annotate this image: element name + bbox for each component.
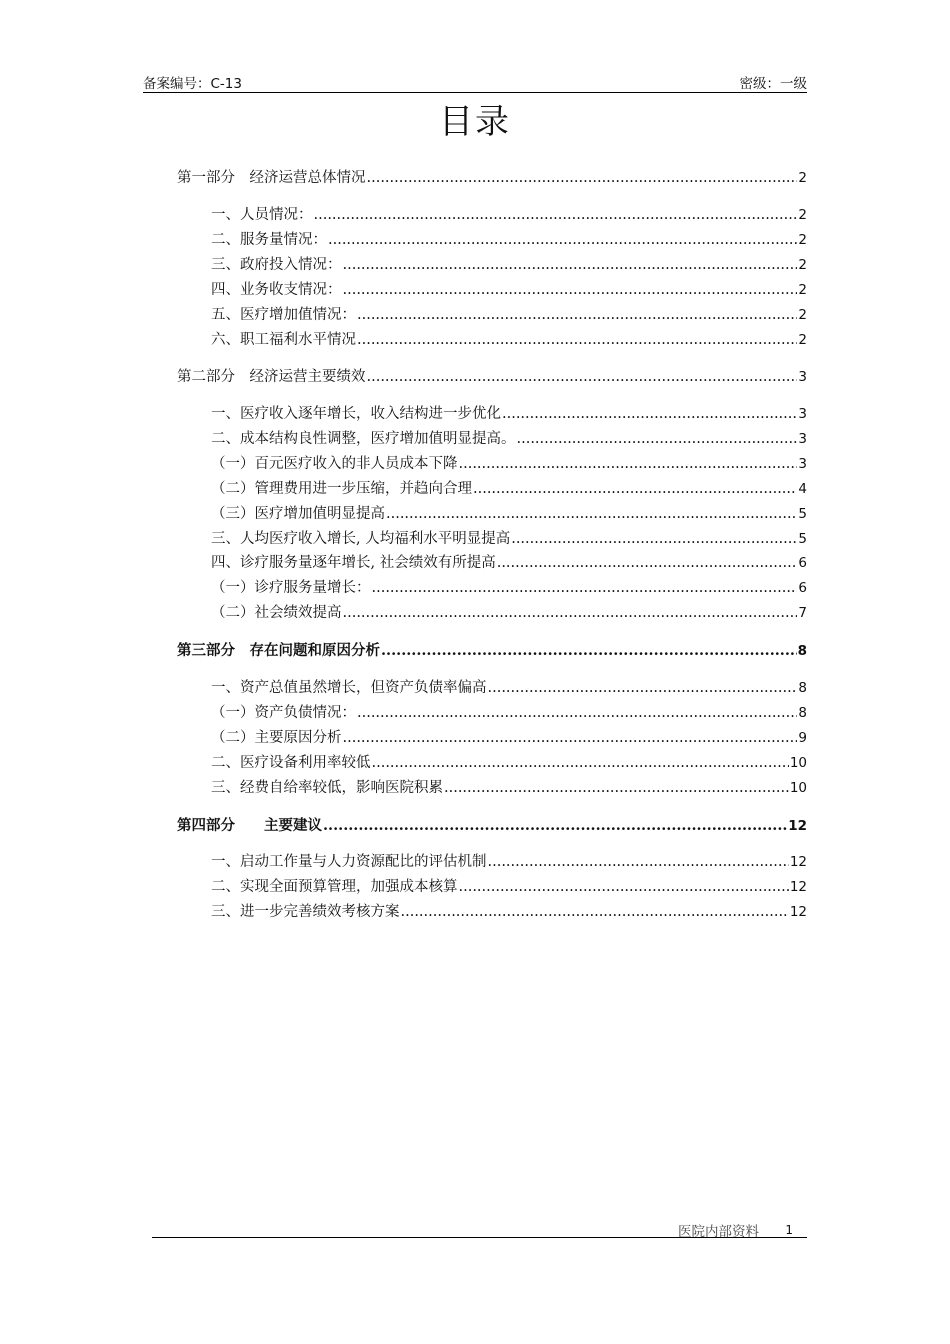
toc-entry[interactable] xyxy=(211,502,807,524)
toc-entry-title: 第三部分 存在问题和原因分析 xyxy=(177,642,380,659)
toc-dot-leader xyxy=(459,879,789,895)
toc-entry-title: （一）诊疗服务量增长： xyxy=(211,580,371,596)
security-level: 密级：一级 xyxy=(739,76,807,92)
toc-entry-page: 3 xyxy=(798,369,807,385)
toc-entry[interactable] xyxy=(211,203,807,225)
toc-dot-leader xyxy=(357,705,797,721)
toc-entry[interactable] xyxy=(211,576,807,598)
toc-entry-page: 5 xyxy=(798,531,807,547)
toc-entry-page: 12 xyxy=(789,854,807,870)
toc-dot-leader xyxy=(488,854,789,870)
toc-entry-page: 6 xyxy=(798,555,807,571)
toc-entry-title: 一、医疗收入逐年增长，收入结构进一步优化 xyxy=(211,406,501,422)
toc-dot-leader xyxy=(357,332,797,348)
toc-entry[interactable] xyxy=(211,427,807,449)
toc-entry-title: 第二部分 经济运营主要绩效 xyxy=(177,369,366,385)
toc-entry-page: 2 xyxy=(798,332,807,348)
toc-entry[interactable] xyxy=(211,328,807,350)
toc-entry-page: 8 xyxy=(798,680,807,696)
toc-dot-leader xyxy=(386,506,797,522)
page-footer xyxy=(152,1223,807,1238)
toc-entry[interactable] xyxy=(177,639,807,661)
toc-dot-leader xyxy=(367,170,798,186)
toc-entry[interactable] xyxy=(211,726,807,748)
footer-note: 医院内部资料 xyxy=(678,1224,759,1240)
toc-entry-title: 二、实现全面预算管理，加强成本核算 xyxy=(211,879,458,895)
toc-dot-leader xyxy=(343,282,798,298)
toc-entry-page: 3 xyxy=(798,456,807,472)
toc-entry-title: （二）社会绩效提高 xyxy=(211,605,342,621)
toc-entry-title: （一）百元医疗收入的非人员成本下降 xyxy=(211,456,458,472)
toc-entry-page: 2 xyxy=(798,282,807,298)
toc-entry[interactable] xyxy=(211,477,807,499)
toc-entry[interactable] xyxy=(211,527,807,549)
toc-dot-leader xyxy=(314,207,798,223)
toc-entry-title: （二）主要原因分析 xyxy=(211,730,342,746)
record-number: 备案编号：C-13 xyxy=(143,76,242,92)
page-number: 1 xyxy=(785,1223,793,1237)
toc-dot-leader xyxy=(343,257,798,273)
toc-dot-leader xyxy=(444,780,789,796)
toc-entry-title: 三、政府投入情况： xyxy=(211,257,342,273)
toc-dot-leader xyxy=(517,431,798,447)
toc-entry[interactable] xyxy=(211,751,807,773)
toc-entry[interactable] xyxy=(211,875,807,897)
toc-entry[interactable] xyxy=(211,776,807,798)
toc-dot-leader xyxy=(367,369,798,385)
toc-entry-page: 6 xyxy=(798,580,807,596)
toc-dot-leader xyxy=(357,307,797,323)
toc-entry-page: 8 xyxy=(798,705,807,721)
toc-dot-leader xyxy=(511,531,797,547)
toc-entry-page: 3 xyxy=(798,431,807,447)
toc-entry-title: 一、资产总值虽然增长，但资产负债率偏高 xyxy=(211,680,487,696)
toc-entry-page: 2 xyxy=(798,307,807,323)
toc-entry-title: （一）资产负债情况： xyxy=(211,705,356,721)
toc-entry[interactable] xyxy=(211,850,807,872)
toc-entry-page: 7 xyxy=(798,605,807,621)
toc-entry-page: 12 xyxy=(789,904,807,920)
toc-entry-page: 8 xyxy=(797,643,807,659)
toc-entry-title: （二）管理费用进一步压缩，并趋向合理 xyxy=(211,481,472,497)
toc-entry-title: 二、服务量情况： xyxy=(211,232,327,248)
toc-entry-title: 三、经费自给率较低，影响医院积累 xyxy=(211,780,443,796)
toc-entry-title: 六、职工福利水平情况 xyxy=(211,332,356,348)
toc-entry[interactable] xyxy=(177,814,807,836)
toc-entry[interactable] xyxy=(211,601,807,623)
toc-entry-page: 9 xyxy=(798,730,807,746)
toc-entry[interactable] xyxy=(211,551,807,573)
toc-entry-page: 5 xyxy=(798,506,807,522)
toc-entry[interactable] xyxy=(211,452,807,474)
toc-dot-leader xyxy=(343,730,798,746)
toc-dot-leader xyxy=(502,406,797,422)
toc-entry[interactable] xyxy=(211,900,807,922)
page-title: 目录 xyxy=(439,102,511,142)
toc-dot-leader xyxy=(328,232,797,248)
toc-entry-title: 一、启动工作量与人力资源配比的评估机制 xyxy=(211,854,487,870)
toc-entry-page: 2 xyxy=(798,232,807,248)
toc-entry-page: 12 xyxy=(789,879,807,895)
toc-entry[interactable] xyxy=(211,701,807,723)
toc-entry-page: 3 xyxy=(798,406,807,422)
toc-entry-page: 2 xyxy=(798,170,807,186)
toc-dot-leader xyxy=(401,904,789,920)
toc-entry-title: 三、进一步完善绩效考核方案 xyxy=(211,904,400,920)
toc-entry[interactable] xyxy=(177,365,807,387)
toc-entry-page: 10 xyxy=(789,780,807,796)
toc-entry-title: （三）医疗增加值明显提高 xyxy=(211,506,385,522)
toc-entry[interactable] xyxy=(211,228,807,250)
toc-dot-leader xyxy=(323,817,787,834)
toc-entry[interactable] xyxy=(211,253,807,275)
toc-entry-title: 四、诊疗服务量逐年增长, 社会绩效有所提高 xyxy=(211,555,496,571)
toc-entry-page: 2 xyxy=(798,207,807,223)
toc-dot-leader xyxy=(381,642,797,659)
toc-dot-leader xyxy=(372,755,789,771)
toc-entry-title: 第一部分 经济运营总体情况 xyxy=(177,170,366,186)
toc-dot-leader xyxy=(473,481,797,497)
toc-dot-leader xyxy=(343,605,798,621)
toc-entry[interactable] xyxy=(211,676,807,698)
toc-entry-title: 一、人员情况： xyxy=(211,207,313,223)
toc-entry-title: 二、成本结构良性调整，医疗增加值明显提高。 xyxy=(211,431,516,447)
toc-entry-title: 三、人均医疗收入增长, 人均福利水平明显提高 xyxy=(211,531,511,547)
toc-entry[interactable] xyxy=(211,303,807,325)
toc-entry-title: 四、业务收支情况： xyxy=(211,282,342,298)
toc-entry[interactable] xyxy=(211,278,807,300)
toc-dot-leader xyxy=(372,580,798,596)
toc-dot-leader xyxy=(488,680,798,696)
toc-entry-page: 4 xyxy=(798,481,807,497)
page-header xyxy=(143,72,807,93)
toc-entry-page: 2 xyxy=(798,257,807,273)
toc-entry[interactable] xyxy=(177,166,807,188)
toc-entry-title: 二、医疗设备利用率较低 xyxy=(211,755,371,771)
toc-entry-page: 12 xyxy=(788,818,807,834)
toc-entry-title: 五、医疗增加值情况： xyxy=(211,307,356,323)
toc-entry[interactable] xyxy=(211,402,807,424)
toc-entry-title: 第四部分 主要建议 xyxy=(177,817,322,834)
toc-entry-page: 10 xyxy=(789,755,807,771)
toc-dot-leader xyxy=(459,456,798,472)
toc-dot-leader xyxy=(497,555,798,571)
